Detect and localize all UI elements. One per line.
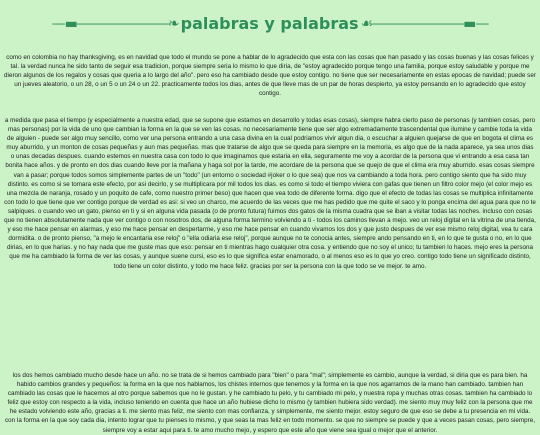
post-text: a medida que pasa el tiempo (y especialmente a nuestra edad, que se supone que estamos en desarrollo y todas esas cosas), siempre habra cierto paso de personas (y tambien cosas, pero mas personas) por la vida de uno que cambian la forma en la que se ven las cosas. no necesariamente tiene que ser algo extremadamente trascendental que ilumine y cambie toda la vida de alguien - puede ser algo muy sencillo, como ver una persona entrando a una casa divina en la cual podriamos vivir algun dia, o escuchar a alguien quejarse de que en bogota el clima es muy aburrido, y un monton de cosas pequeñas y aun mas pequeñas. mas que tratarse de algo que se queda para siempre en la memoria, es algo que de la nada aparece, ya sea unos dias o unas decadas despues. cuando estemos en nuestra casa con todo lo que imaginamos que estaria en ella, seguramente me voy a acordar de la persona que vi entrando a esa casa tan bonita hace años. y de pronto en dos dias cuando lleve por la mañana y haga sol por la tarde, me acordare de la persona que se quejo de que el clima era muy aburrido. esas cosas siempre van a pasar; porque todos somos simplemente partes de un "todo" (un entorno o sociedad #joker o lo que sea) que nos va cambiando a toda hora. pero contigo siento que ha sido muy distinto. es como si se tomara este efecto, por asi decirlo, y se multiplicara por mil todos los dias. es como si todo el tiempo viviera con gafas que tienen un filtro color mejo (el color mejo es una mezcla de naranja, rosado y un poquito de cafe, como nuestro primer beso) que hacen que vea todo de diferente forma. digo que el efecto de todas las cosas se multiplica infinitamente con todo lo que tiene que ver contigo porque de verdad es asi: si veo un charco, me acuerdo de las veces que me has pedido que me quite el saco y lo ponga encima del agua para que no te salpiques. o cuando veo un gato, pienso en ti y si en alguna vida pasada (o de pronto futura) fuimos dos gatos de la misma cuadra que se iban a visitar todas las noches. incluso con cosas que no tienen absolutamente nada que ver contigo o con nosotros dos, de alguna forma termino volviendo a ti - todos los caminos llevan a mejo. veo un reloj digital en la vitrina de una tienda, y eso me hace pensar en alarmas, y eso me hace pensar en despertarme, y eso me hace pensar en cuando vivamos los dos y que justo despues de ver ese mismo reloj digital, vea tu cara dormidita. o de pronto pienso, "a mejo le encantaria ese reloj" o "ella odiaria ese reloj", porque aunque no te conocia antes, siempre ando pensando en ti, en lo que te gusta o no, en lo que dirias, en lo que harias. y no hay nada que me guste mas que eso: pensar en ti mientras hago cualquier otra cosa. y entiendo que no soy el unico; tu tambien lo haces. mejo eres la persona que me ha cambiado la forma de ver las cosas, y aunque suene cursi, eso es lo que significa estar enamorado, o al menos eso es lo que yo creo. contigo todo tiene un significado distinto, todo tiene un color distinto, y todo me hace feliz. gracias por ser la persona con la que todo se ve mejor. te amo. — [4, 117, 536, 270]
post-text: los dos hemos cambiado mucho desde hace un año. no se trata de si hemos cambiado para "bien" o para "mal"; simplemente es cambio, aunque la verdad, si diria que es para bien. ha habido cambios grandes y pequeños: la forma en la que nos hablamos, los chistes internos que tenemos y la forma en la que nos agarramos de la mano han cambiado. tambien han cambiado las cosas que le hacemos al otro porque sabemos que no le gustan. y he cambiado tu pelo, y tu cambiado mi pelo, y nuestra ropa y muchas otras cosas. tambien ha cambiado lo feliz que estoy con respecto a la vida, incluso teniendo en cuenta que hace un año hubiese dicho lo mismo (y tambien hubiera sido verdad). me siento muy muy feliz con la persona que me he estado volviendo este año, gracias a ti. me siento mas feliz, me siento con mas confianza, y simplemente, me siento mejor. estoy seguro de que eso se debe a tu presencia en mi vida. con la forma en la que soy cada dia, intento lograr que tu pienses lo mismo, y que seas la mas feliz en todo momento. se que no siempre se puede y que a veces pasan cosas, pero siempre, siempre voy a estar aqui para ti. te amo mucho mejo, y espero que este año que viene sea igual o mejor que el anterior. — [5, 372, 535, 434]
post-text: como en colombia no hay thanksgiving, es en navidad que todo el mundo se pone a hablar de lo agradecido que esta con las cosas que han pasado y las cosas buenas y las cosas felices y tal. la verdad nunca he sido tanto de seguir esa tradicion, porque siempre seria lo mismo lo que diria, de "estoy agradecido porque tengo una familia, porque estoy saludable y porque me dieron algunos de los regalos y cosas que queria a lo largo del año". pero eso ha cambiado desde que estoy contigo. no tiene que ser necesariamente en estas epocas de navidad; puede ser un jueves aleatorio, o un 28, o un 5 o un 24 o un 22. practicamente todos los dias, antes de que lleve mas de un par de horas despierto, ya estoy pensando en lo agradecido que estoy contigo. — [4, 54, 536, 98]
flourish-left-icon: —▬―――――――❧ — [51, 16, 179, 32]
blog-header — [0, 0, 540, 46]
flourish-right-icon: ☙―――――――▬— — [360, 16, 489, 32]
blog-title[interactable]: palabras y palabras — [180, 14, 359, 33]
